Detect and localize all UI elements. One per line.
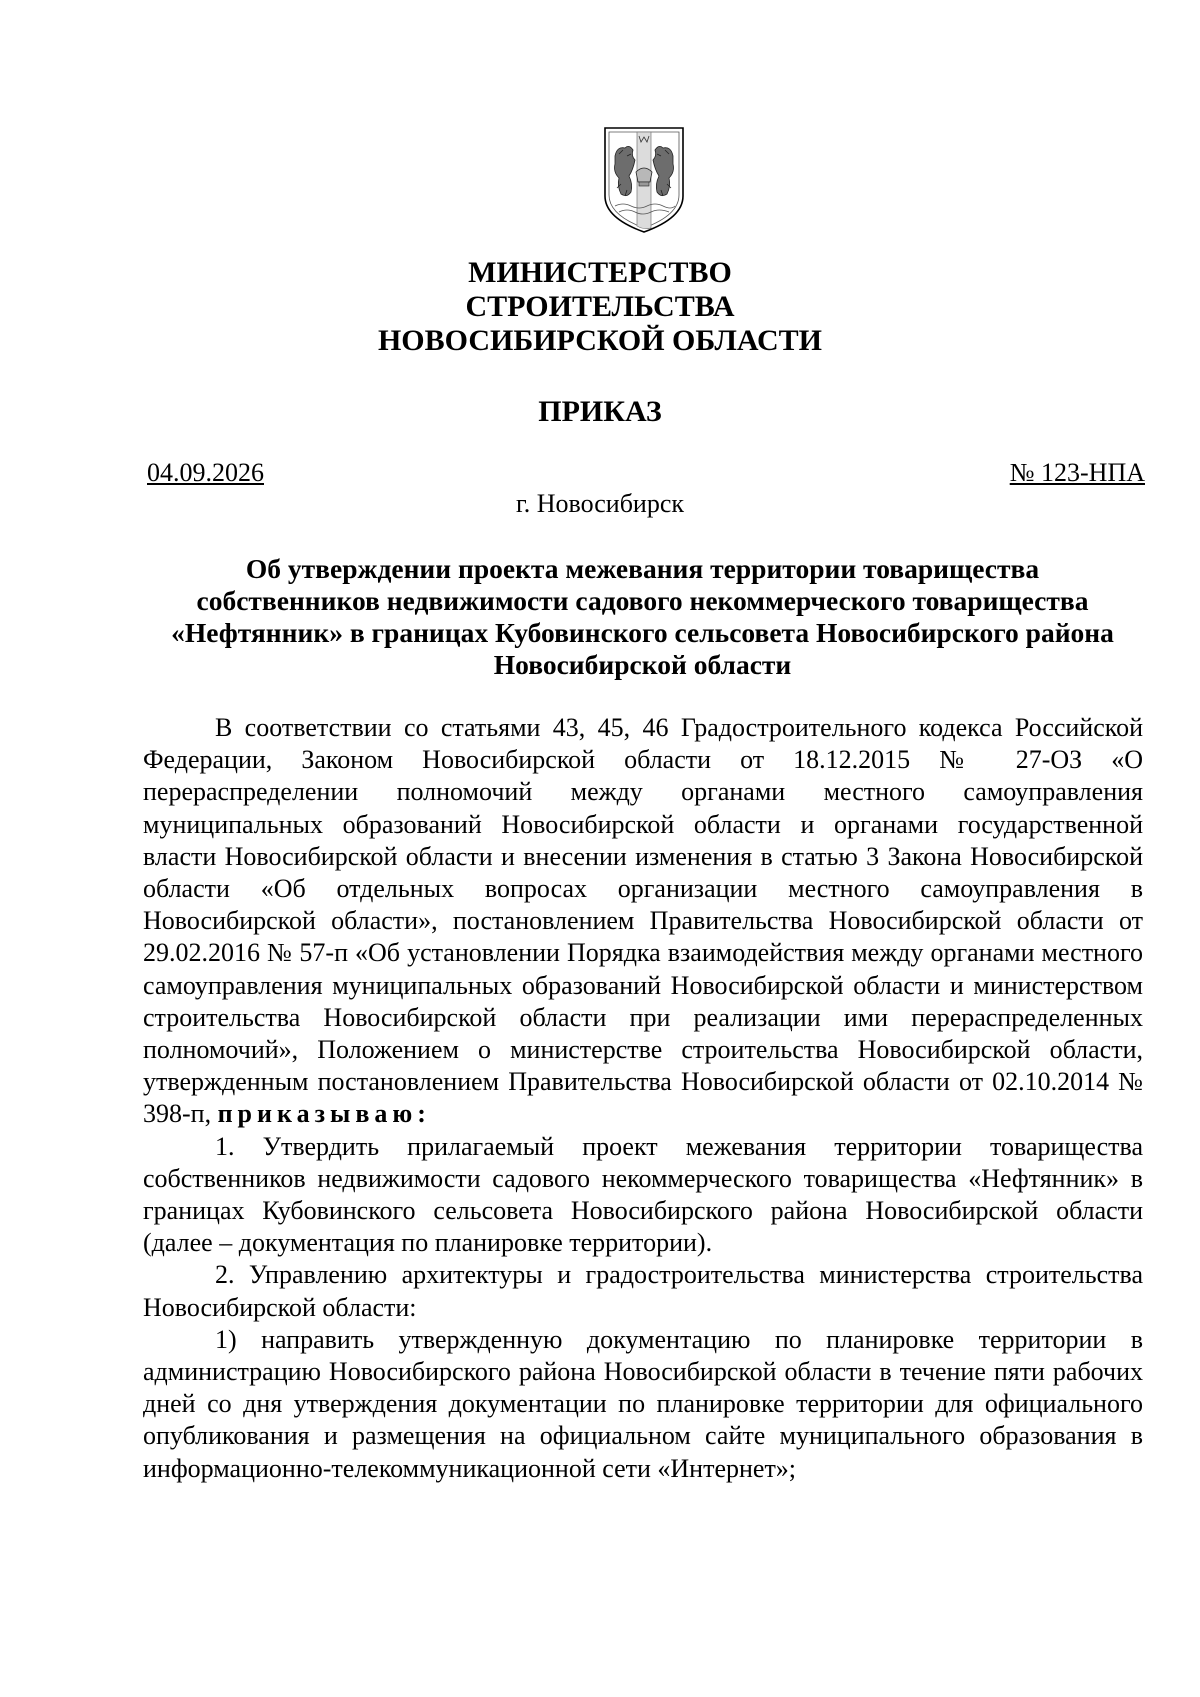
preamble-paragraph — [143, 712, 1143, 1131]
ministry-name-line-3: НОВОСИБИРСКОЙ ОБЛАСТИ — [377, 324, 823, 357]
preamble-text: В соответствии со статьями 43, 45, 46 Градостроительного кодекса Российской Федерации, Законом Новосибирской области от 18.12.2015 № 27-ОЗ «О перераспределении полномочий между органами местного самоуправления муниципальных образований Новосибирской области и органами государственной власти Новосибирской области и внесении изменения в статью 3 Закона Новосибирской области «Об отдельных вопросах организации местного самоуправления в Новосибирской области», постановлением Правительства Новосибирской области от 29.02.2016 № 57-п «Об установлении Порядка взаимодействия между органами местного самоуправления муниципальных образований Новосибирской области и министерством строительства Новосибирской области при реализации ими перераспределенных полномочий», Положением о министерстве строительства Новосибирской области, утвержденным постановлением Правительства Новосибирской области от 02.10.2014 № 398-п, — [143, 713, 1143, 1129]
order-date: 04.09.2026 — [147, 458, 264, 487]
order-subject — [140, 553, 1145, 681]
subject-line-1: Об утверждении проекта межевания территории товарищества — [245, 553, 1040, 584]
ministry-name-line-2: СТРОИТЕЛЬСТВА — [465, 290, 735, 323]
subject-line-3: «Нефтянник» в границах Кубовинского сельсовета Новосибирского района — [171, 617, 1114, 648]
order-city: г. Новосибирск — [515, 489, 685, 518]
order-word: приказываю: — [217, 1099, 431, 1129]
ministry-name-line-1: МИНИСТЕРСТВО — [468, 256, 732, 289]
subject-line-2: собственников недвижимости садового некоммерческого товарищества — [196, 585, 1089, 616]
item-1-paragraph: 1. Утвердить прилагаемый проект межевания территории товарищества собственников недвижимости садового некоммерческого товарищества «Нефтянник» в границах Кубовинского сельсовета Новосибирского района Новосибирской области (далее – документация по планировке территории). — [143, 1131, 1143, 1258]
order-number: № 123-НПА — [1009, 458, 1145, 487]
item-2-1-paragraph: 1) направить утвержденную документацию по планировке территории в администрацию Новосибирского района Новосибирской области в течение пяти рабочих дней со дня утверждения документации по планировке территории для официального опубликования и размещения на официальном сайте муниципального образования в информационно-телекоммуникационной сети «Интернет»; — [143, 1324, 1143, 1483]
order-title: ПРИКАЗ — [538, 395, 662, 428]
coat-of-arms-icon — [603, 126, 685, 234]
item-2-paragraph: 2. Управлению архитектуры и градостроительства министерства строительства Новосибирской области: — [143, 1260, 1143, 1322]
order-body — [143, 712, 1143, 1485]
subject-line-4: Новосибирской области — [493, 649, 792, 680]
